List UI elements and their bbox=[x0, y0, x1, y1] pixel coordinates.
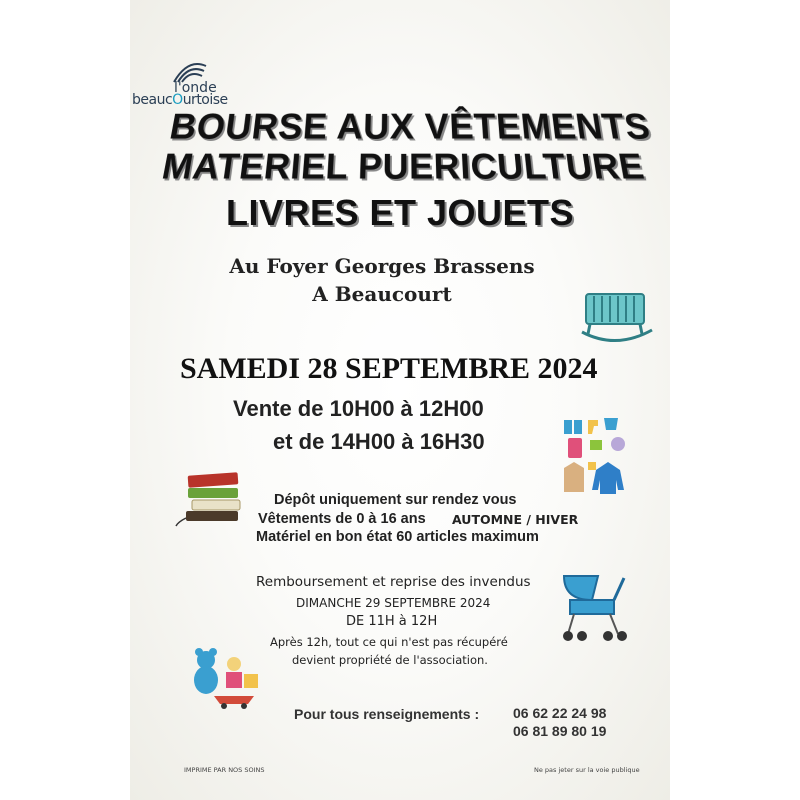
contact-label: Pour tous renseignements : bbox=[294, 706, 480, 722]
stroller-icon bbox=[558, 570, 634, 646]
deposit-season: AUTOMNE / HIVER bbox=[452, 512, 579, 527]
venue-line-1: Au Foyer Georges Brassens bbox=[229, 254, 535, 278]
deposit-line-3: Matériel en bon état 60 articles maximum bbox=[256, 529, 539, 545]
logo-bottom-text: beaucOurtoise bbox=[132, 92, 228, 108]
sale-times-line-1: Vente de 10H00 à 12H00 bbox=[233, 396, 484, 421]
refund-time: DE 11H à 12H bbox=[346, 614, 438, 629]
clothes-icon bbox=[560, 414, 632, 502]
refund-date: DIMANCHE 29 SEPTEMBRE 2024 bbox=[296, 596, 491, 610]
cradle-icon bbox=[578, 280, 658, 348]
refund-note-2: devient propriété de l'association. bbox=[292, 653, 488, 667]
headline-line-3: LIVRES ET JOUETS bbox=[225, 192, 575, 233]
contact-phone-1: 06 62 22 24 98 bbox=[513, 705, 607, 721]
sale-times-line-2: et de 14H00 à 16H30 bbox=[273, 429, 485, 454]
logo-top-text: l'onde bbox=[174, 80, 217, 96]
headline-line-2: MATERIEL PUERICULTURE bbox=[158, 147, 648, 188]
headline-line-1: BOURSE AUX VÊTEMENTS bbox=[166, 107, 654, 148]
books-icon bbox=[176, 468, 246, 530]
deposit-line-2: Vêtements de 0 à 16 ans bbox=[258, 511, 426, 527]
refund-title: Remboursement et reprise des invendus bbox=[256, 574, 531, 590]
venue-line-2: A Beaucourt bbox=[312, 282, 452, 306]
refund-note-1: Après 12h, tout ce qui n'est pas récupéré bbox=[270, 635, 508, 649]
deposit-line-1: Dépôt uniquement sur rendez vous bbox=[274, 492, 517, 508]
contact-phone-2: 06 81 89 80 19 bbox=[513, 723, 607, 739]
poster bbox=[130, 0, 670, 800]
footer-right: Ne pas jeter sur la voie publique bbox=[534, 766, 640, 774]
toys-icon bbox=[188, 646, 266, 708]
event-date: SAMEDI 28 SEPTEMBRE 2024 bbox=[180, 352, 598, 385]
footer-left: IMPRIME PAR NOS SOINS bbox=[184, 766, 265, 774]
